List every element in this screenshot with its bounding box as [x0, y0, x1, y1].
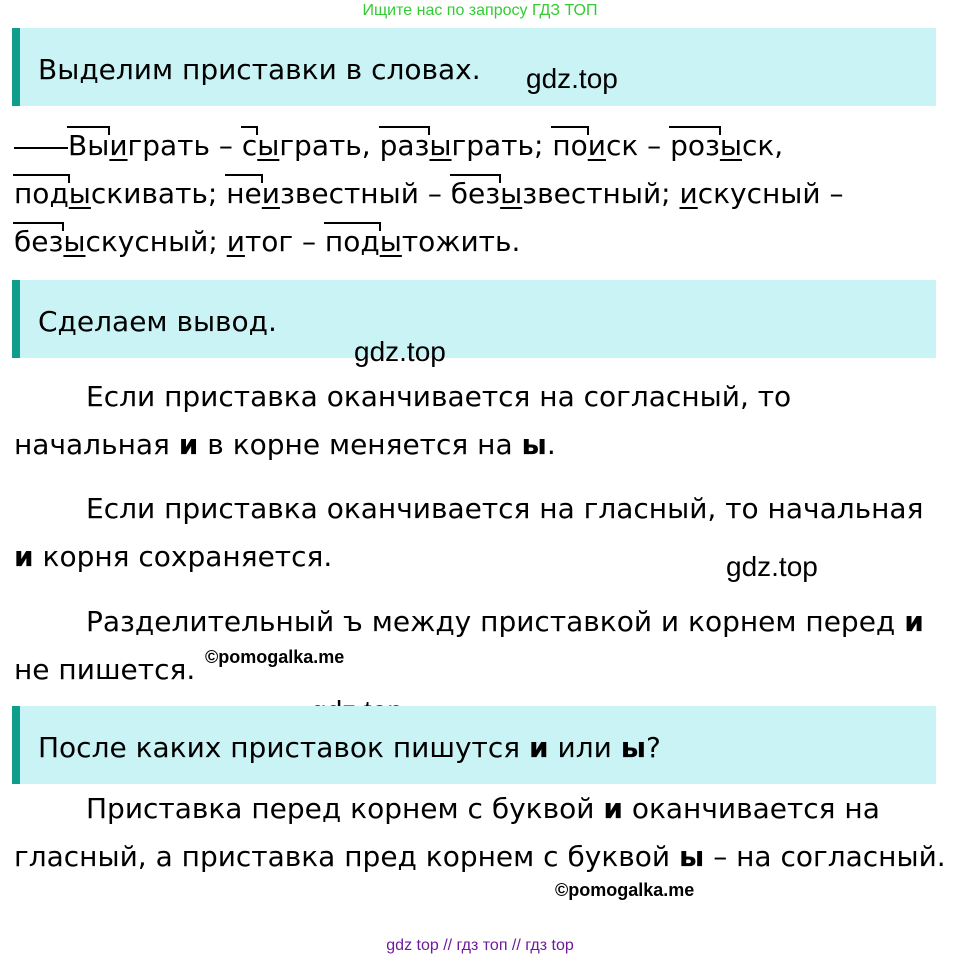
underlined-letter: ы — [63, 225, 86, 258]
conclusion-paragraph-3 — [14, 598, 949, 694]
dash: – — [418, 177, 451, 210]
word-rest: тожить. — [401, 225, 521, 258]
dash: – — [293, 225, 325, 258]
dash: – — [638, 129, 671, 162]
prefix: не — [226, 170, 262, 218]
bold-letter: ы — [620, 731, 647, 764]
word-rest: грать, — [279, 129, 371, 162]
text: Приставка перед корнем с буквой — [86, 792, 604, 825]
word-list — [14, 122, 949, 266]
text: . — [546, 428, 556, 461]
text: корня сохраняется. — [33, 540, 333, 573]
text: Если приставка оканчивается на гласный, то начальная — [86, 492, 924, 525]
prefix: с — [242, 122, 257, 170]
section-heading-1: Выделим приставки в словах. — [38, 53, 481, 86]
underlined-letter: и — [261, 177, 280, 210]
word-rest: грать — [127, 129, 210, 162]
text: ? — [646, 731, 661, 764]
prefix: раз — [380, 122, 430, 170]
underlined-letter: ы — [719, 129, 742, 162]
answer-paragraph — [14, 785, 949, 881]
text: оканчивается на гласный, а приставка пред корнем с буквой — [14, 792, 880, 873]
search-banner: Ищите нас по запросу ГДЗ ТОП — [362, 2, 598, 19]
dash: – — [820, 177, 844, 210]
section-header-2 — [12, 280, 936, 358]
bold-letter: ы — [678, 840, 705, 873]
underlined-letter: ы — [429, 129, 452, 162]
prefix: без — [14, 218, 63, 266]
prefix: Вы — [68, 122, 109, 170]
section-heading-3 — [38, 731, 661, 765]
footer-links: gdz top // гдз топ // гдз top — [386, 937, 574, 954]
copyright-mark: ©pomogalka.me — [205, 647, 345, 667]
word-rest: звестный — [279, 177, 419, 210]
conclusion-paragraph-1 — [14, 373, 949, 469]
bold-letter: и — [528, 731, 549, 764]
bold-letter: и — [178, 428, 199, 461]
blank-line — [14, 145, 68, 149]
bold-letter: и — [14, 540, 34, 573]
prefix: под — [14, 170, 69, 218]
word-rest: скивать; — [90, 177, 218, 210]
copyright-mark: ©pomogalka.me — [555, 880, 695, 900]
section-header-1 — [12, 28, 936, 106]
text: После каких приставок пишутся — [38, 731, 529, 764]
text: Разделительный ъ между приставкой и корнем перед — [86, 605, 905, 638]
text: или — [548, 731, 621, 764]
underlined-letter: и — [679, 177, 698, 210]
underlined-letter: ы — [257, 129, 280, 162]
watermark: gdz.top — [354, 336, 446, 367]
text: в корне меняется на — [198, 428, 522, 461]
prefix: без — [451, 170, 500, 218]
word-rest: грать; — [451, 129, 544, 162]
underlined-letter: ы — [68, 177, 91, 210]
underlined-letter: ы — [379, 225, 402, 258]
prefix: под — [325, 218, 380, 266]
underlined-letter: ы — [500, 177, 523, 210]
word-rest: скусный; — [85, 225, 218, 258]
word-rest: ск, — [742, 129, 784, 162]
dash: – — [210, 129, 242, 162]
word-rest: звестный; — [522, 177, 671, 210]
bold-letter: и — [904, 605, 924, 638]
prefix: по — [552, 122, 587, 170]
text: – на согласный. — [704, 840, 946, 873]
word-rest: скусный — [697, 177, 821, 210]
word-rest: ск — [605, 129, 639, 162]
underlined-letter: и — [226, 225, 245, 258]
underlined-letter: и — [109, 129, 128, 162]
bold-letter: ы — [521, 428, 547, 461]
watermark: gdz.top — [726, 551, 818, 582]
text: не пишется. — [14, 653, 196, 686]
text: Если приставка оканчивается на согласный, то начальная — [14, 380, 792, 461]
watermark: gdz.top — [526, 63, 618, 94]
section-header-3 — [12, 706, 936, 784]
prefix: роз — [670, 122, 720, 170]
section-heading-2: Сделаем вывод. — [38, 305, 277, 338]
underlined-letter: и — [587, 129, 606, 162]
bold-letter: и — [603, 792, 623, 825]
word-rest: тог — [244, 225, 294, 258]
